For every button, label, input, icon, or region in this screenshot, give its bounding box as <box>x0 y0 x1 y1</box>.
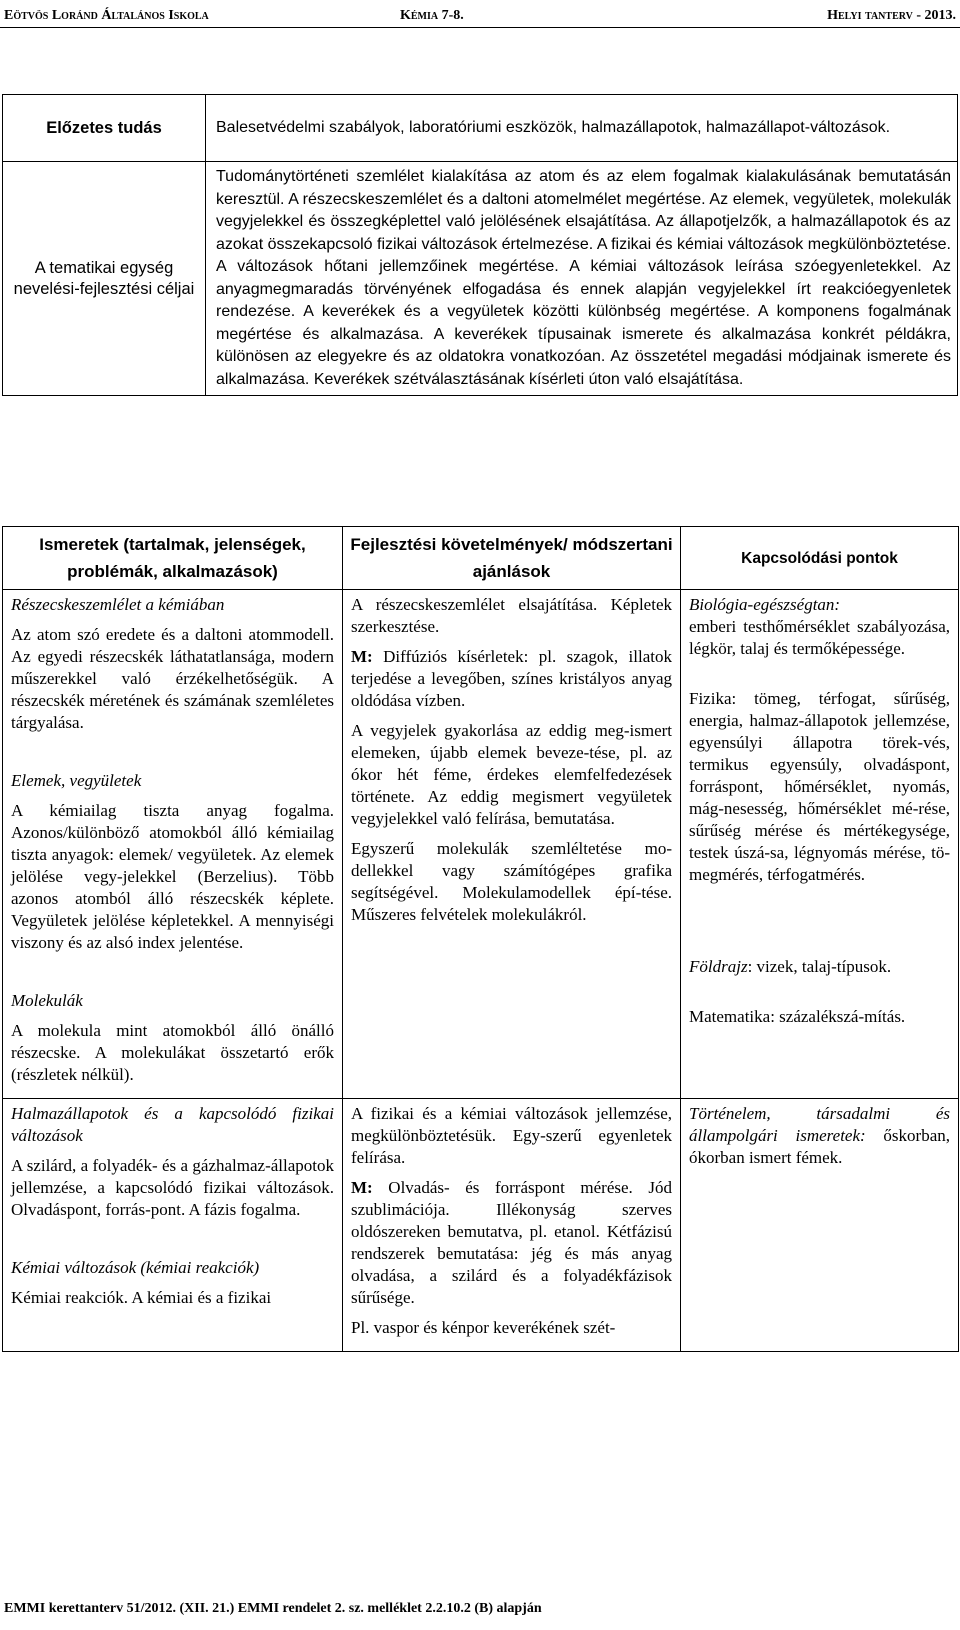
connection-history: Történelem, társadalmi és állampolgári ismeretek: őskorban, ókorban ismert fémek. <box>689 1104 950 1167</box>
prior-knowledge-text: Balesetvédelmi szabályok, laboratóriumi eszközök, halmazállapotok, halmazállapot-változások. <box>206 95 958 162</box>
section-text: Az atom szó eredete és a daltoni atommodell. Az egyedi részecskék láthatatlansága, modern műszerekkel való érzékelhetőségük. A részecskék méretének és számának szemléletes tárgyalása. <box>11 625 334 732</box>
row1-knowledge <box>3 590 343 1099</box>
row2-requirements <box>343 1099 681 1352</box>
section-text: A szilárd, a folyadék- és a gázhalmaz-állapotok jellemzése, a kapcsolódó fizikai változások. Olvadáspont, forrás-pont. A fázis fogalma. <box>11 1156 334 1219</box>
page-footer: EMMI kerettanterv 51/2012. (XII. 21.) EMMI rendelet 2. sz. melléklet 2.2.10.2 (B) alapján <box>4 1601 542 1616</box>
row1-requirements <box>343 590 681 1099</box>
table-row <box>3 1099 959 1352</box>
row2-knowledge <box>3 1099 343 1352</box>
method-text: M: Diffúziós kísérletek: pl. szagok, illatok terjedése a levegőben, színes kristályos anyag oldódása vízben. <box>351 647 672 710</box>
curriculum-title: Helyi tanterv - 2013. <box>827 8 956 23</box>
requirement-text: A fizikai és a kémiai változások jellemzése, megkülönböztetésük. Egy-szerű egyenletek felírása. <box>351 1104 672 1167</box>
section-text: A kémiailag tiszta anyag fogalma. Azonos/különböző atomokból álló kémiailag tiszta anyagok: elemek/ vegyületek. Az elemek jelölése vegy-jelekkel (Berzelius). Több azonos atomból álló részecskék képlete. Vegyületek jelölése képletekkel. A mennyiségi viszony és az alsó index jelentése. <box>11 801 334 952</box>
school-name: Eötvös Loránd Általános Iskola <box>4 8 209 23</box>
connection-physics: Fizika: tömeg, térfogat, sűrűség, energia, halmaz-állapotok jellemzése, egyensúlyi állapotra törek-vés, termikus egyensúly, olvadáspont, forráspont, hőmérséklet, nyomás, mág-nesesség, hőmérséklet mé-rése, sűrűség mérése és mértékegysége, testek úszá-sa, légnyomás mérése, tö-megmérés, térfogatmérés. <box>689 689 950 884</box>
subject-title: Kémia 7-8. <box>400 8 464 23</box>
section-text: Kémiai reakciók. A kémiai és a fizikai <box>11 1288 272 1307</box>
requirement-text: A részecskeszemlélet elsajátítása. Képletek szerkesztése. <box>351 595 672 636</box>
table-row <box>3 590 959 1099</box>
header-connections: Kapcsolódási pontok <box>681 527 959 590</box>
connection-geography: Földrajz: vizek, talaj-típusok. <box>689 957 892 976</box>
connection-biology: Biológia-egészségtan: emberi testhőmérséklet szabályozása, légkör, talaj és termőképessége. <box>689 595 950 658</box>
method-label: M: <box>351 1178 373 1197</box>
requirement-text: A vegyjelek gyakorlása az eddig meg-ismert elemeken, újabb elemek beveze-tése, pl. az ókor hét féme, érdekes elemfelfedezések története. Az eddig megismert vegyületek vegyjelekkel való felírása, bemutatása. <box>351 721 672 828</box>
method-text: M: Olvadás- és forráspont mérése. Jód szublimációja. Illékonyság szerves oldószereken bemutatva, pl. etanol. Kétfázisú rendszerek bemutatása: jég és más anyag olvadása, a szilárd és a folyadékfázisok sűrűsége. <box>351 1178 672 1307</box>
section-heading: Kémiai változások (kémiai reakciók) <box>11 1258 260 1277</box>
prior-knowledge-label: Előzetes tudás <box>3 95 206 162</box>
header-requirements: Fejlesztési követelmények/ módszertani ajánlások <box>343 527 681 590</box>
section-heading: Molekulák <box>11 991 83 1010</box>
row1-connections <box>681 590 959 1099</box>
content-table <box>2 526 959 1352</box>
section-heading: Halmazállapotok és a kapcsolódó fizikai változások <box>11 1104 334 1145</box>
section-text: A molekula mint atomokból álló önálló részecske. A molekulákat összetartó erők (részletek nélkül). <box>11 1021 334 1084</box>
header-knowledge: Ismeretek (tartalmak, jelenségek, problémák, alkalmazások) <box>3 527 343 590</box>
row2-connections <box>681 1099 959 1352</box>
section-heading: Részecskeszemlélet a kémiában <box>11 595 225 614</box>
goals-label: A tematikai egység nevelési-fejlesztési céljai <box>3 162 206 396</box>
header-divider <box>0 27 960 28</box>
requirement-text: Pl. vaspor és kénpor keverékének szét- <box>351 1318 616 1337</box>
requirement-text: Egyszerű molekulák szemléltetése mo-dellekkel vagy számítógépes grafika segítségével. Molekulamodellek épí-tése. Műszeres felvételek molekulákról. <box>351 839 672 924</box>
method-label: M: <box>351 647 373 666</box>
goals-table <box>2 94 958 396</box>
section-heading: Elemek, vegyületek <box>11 771 142 790</box>
connection-math: Matematika: százalékszá-mítás. <box>689 1007 906 1026</box>
goals-text: Tudománytörténeti szemlélet kialakítása az atom és az elem fogalmak kialakulásának bemutatásán keresztül. A részecskeszemlélet és a daltoni atomelmélet megértése. Az elemek, vegyületek, molekulák vegyjelekkel és összegképlettel való jelölésének elsajátítása. Az állapotjelzők, a halmazállapotok és az azokat összekapcsoló fizikai változások értelmezése. A fizikai és kémiai változások megkülönböztetése. A változások hőtani jellemzőinek megértése. A kémiai változások leírása szóegyenletekkel. Az anyagmegmaradás törvényének elfogadása és ennek alapján vegyjelekkel írt reakcióegyenletek rendezése. A keverékek és a vegyületek közötti különbség megértése. A komponens fogalmának megértése és alkalmazása. A keverékek típusainak ismerete és alkalmazása konkrét példákra, különösen az elegyekre és az oldatokra vonatkozóan. Az összetétel megadási módjainak ismerete és alkalmazása. Keverékek szétválasztásának kísérleti úton való elsajátítása. <box>206 162 958 396</box>
